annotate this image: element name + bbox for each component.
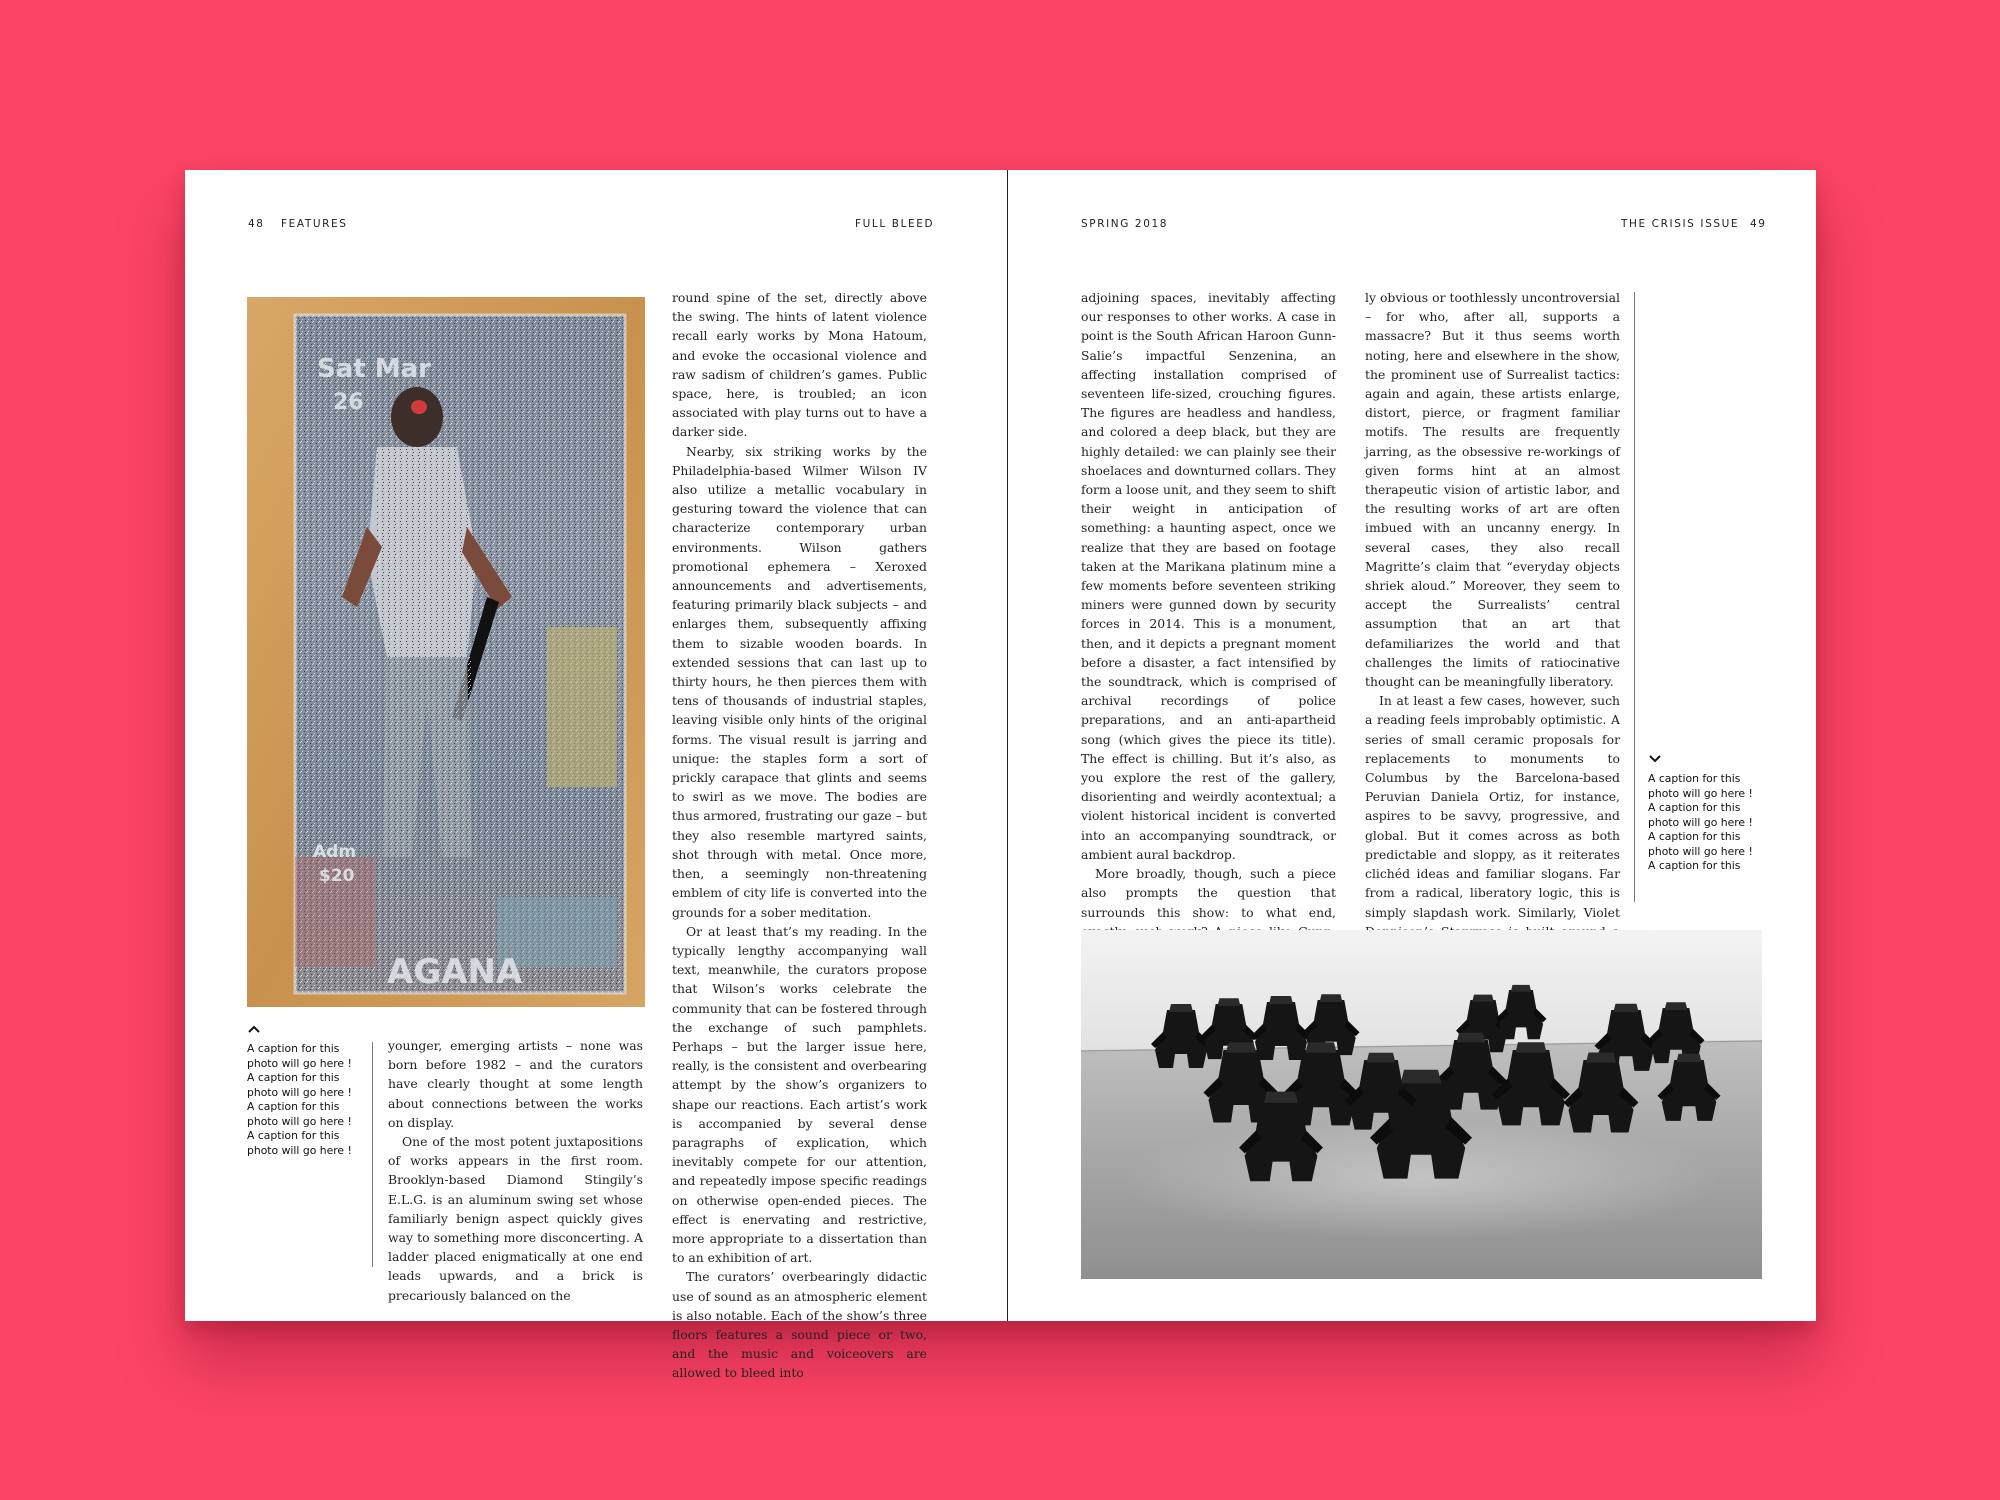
paragraph: The curators’ overbearingly didactic use of sound as an atmospheric element is also notable. Each of the show’s three floors features a sound piece or two, and the music and voiceovers are allowed to bleed into (672, 1269, 927, 1381)
sculpture-photo-right (1081, 930, 1762, 1279)
caption-down-arrow-icon (1649, 755, 1661, 763)
left-magazine-title: FULL BLEED (855, 218, 935, 230)
left-page-number: 48 (248, 218, 265, 230)
crouching-figures-image (1081, 930, 1762, 1279)
poster-text-date: 26 (333, 390, 364, 415)
left-column-1 (388, 1036, 643, 1305)
caption-up-arrow-icon (248, 1025, 260, 1033)
right-page-number: 49 (1750, 218, 1767, 230)
poster-text-bottom: AGANA (387, 952, 523, 992)
left-caption-rule (372, 1042, 373, 1267)
left-section-label: FEATURES (281, 218, 348, 230)
right-column-1 (1081, 288, 1336, 999)
right-photo-caption: A caption for this photo will go here ! A caption for this photo will go here ! A caption for this photo will go here ! A caption for this (1648, 772, 1753, 872)
poster-text-price: $20 (319, 866, 355, 886)
paragraph: round spine of the set, directly above the swing. The hints of latent violence recall early works by Mona Hatoum, and evoke the occasional violence and raw sadism of children’s games. Public space, here, is troubled; an icon associated with play turns out to have a darker side. (672, 290, 927, 440)
paragraph: In at least a few cases, however, such a reading feels improbably optimistic. A series of small ceramic proposals for replacements to monuments to Columbus by the Barcelona-based Peruvian Daniela Ortiz, for instance, aspires to be savvy, progressive, and global. But it comes across as both predictable and sloppy, as it reiterates clichéd ideas and familiar slogans. Far from a radical, liberatory logic, this is simply slapdash work. Similarly, Violet (1365, 693, 1620, 920)
paragraph: Or at least that’s my reading. In the typically lengthy accompanying wall text, meanwhile, the curators propose that Wilson’s works celebrate the community that can be fostered through the exchange of such pamphlets. Perhaps – but the larger issue here, really, is the consistent and overbearing attempt by the show’s organizers to shape our reactions. Each artist’s work is accompanied by several dense paragraphs of explication, which inevitably compete for our attention, and repeatedly impose specific readings on otherwise open-ended pieces. The effect is enervating and restrictive, more appropriate to a dissertation than to an exhibition of art. (672, 923, 927, 1266)
artwork-photo-left (247, 297, 645, 1007)
paragraph: One of the most potent juxtapositions of works appears in the first room. Brooklyn-based Diamond Stingily’s E.L.G. is an aluminum swing set whose familiarly benign aspect quickly gives way to something more disconcerting. A ladder placed enigmatically at one end leads upwards, and a brick is precariously balanced on the (388, 1134, 643, 1303)
left-photo-caption: A caption for this photo will go here ! A caption for this photo will go here ! A caption for this photo will go here ! A caption for this photo will go here ! (247, 1042, 352, 1157)
paragraph: adjoining spaces, inevitably affecting our responses to other works. A case in point is the South African Haroon Gunn-Salie’s impactful Senzenina, an affecting installation comprised of seventeen life-sized, crouching figures. The figures are headless and handless, and colored a deep black, but they are highly detailed: we can plainly see their shoelaces and downturned collars. They form a loose unit, and they seem to shift their weight in anticipation of something: a haunting aspect, once we realize that they are based on footage taken at the Marikana platinum mine a few moments before seventeen striking miners were gunned down by security forces in 2014. This is a monument, then, and it depicts a pregnant moment before a disaster, a fact intensified by the soundtrack, which is comprised of archival recordings of police preparations, and an anti-apartheid song (which gives the piece its title). The effect is chilling. But it’s also, as you explore the rest of the gallery, disorienting and weirdly acontextual; a violent historical incident is converted into an accompanying soundtrack, or ambient aural backdrop. (1081, 290, 1336, 862)
paragraph: ly obvious or toothlessly uncontroversial – for who, after all, supports a massacre? But it thus seems worth noting, here and elsewhere in the show, the prominent use of Surrealist tactics: again and again, these artists enlarge, distort, pierce, or fragment familiar motifs. The results are frequently jarring, as the obsessive re-workings of given forms hint at an almost therapeutic vision of artistic labor, and the resulting works of art are often imbued with an uncanny energy. In several cases, they also recall Magritte’s claim that “everyday objects shriek aloud.” Moreover, they seem to accept the Surrealists’ central assumption that an art that defamiliarizes the world and that challenges the limits of ratiocinative thought can be meaningfully liberatory. (1365, 290, 1620, 690)
right-issue-label: THE CRISIS ISSUE (1621, 218, 1740, 230)
page-gutter (1007, 170, 1008, 1321)
poster-text-adm: Adm (313, 842, 357, 862)
paragraph: More broadly, though, such a piece also prompts the question that surrounds this show: to what end, (1081, 866, 1336, 920)
right-season-label: SPRING 2018 (1081, 218, 1169, 230)
left-column-2 (672, 288, 927, 1383)
right-caption-rule (1634, 292, 1635, 902)
magazine-spread (185, 170, 1816, 1381)
stapled-poster-image (247, 297, 645, 1007)
poster-text-sat-mar: Sat Mar (317, 354, 431, 384)
right-column-2 (1365, 288, 1620, 979)
paragraph: younger, emerging artists – none was born before 1982 – and the curators have clearly thought at some length about connections between the works on display. (388, 1038, 643, 1130)
paragraph: Nearby, six striking works by the Philadelphia-based Wilmer Wilson IV also utilize a metallic vocabulary in gesturing toward the violence that can characterize contemporary urban environments. Wilson gathers promotional ephemera – Xeroxed announcements and advertisements, featuring primarily black subjects – and enlarges them, subsequently affixing them to sizable wooden boards. In extended sessions that can last up to thirty hours, he then pierces them with tens of thousands of industrial staples, leaving visible only hints of the original forms. The visual result is jarring and unique: the staples form a sort of prickly carapace that glints and seems to swirl as we move. The bodies are thus armored, frustrating our gaze – but they also resemble martyred saints, shot through with metal. Once more, then, a seemingly non-threatening emblem of city life is converted into the grounds for a sober meditation. (672, 443, 927, 920)
